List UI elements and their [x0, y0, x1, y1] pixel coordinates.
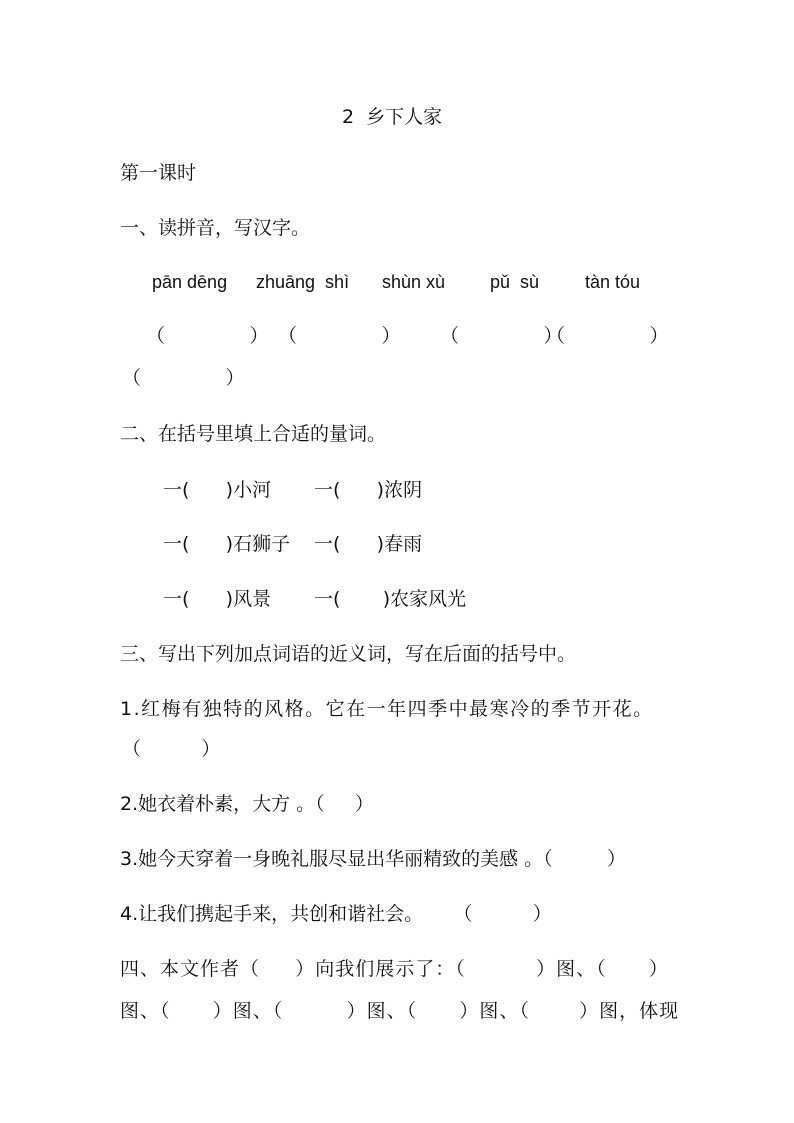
section-2-heading: 二、在括号里填上合适的量词。	[120, 423, 387, 445]
answer-blank[interactable]: （ ）	[546, 325, 669, 347]
measure-word-item: 一( )小河	[163, 479, 272, 501]
measure-word-item: 一( )春雨	[314, 533, 423, 555]
question-4: 4.让我们携起手来，共创和谐社会。 （ ）	[120, 903, 552, 925]
answer-blank[interactable]: （ ）	[122, 367, 245, 389]
pinyin-item: tàn tóu	[585, 272, 641, 292]
section-3-heading: 三、写出下列加点词语的近义词，写在后面的括号中。	[120, 643, 577, 665]
page-title: 2 乡下人家	[342, 106, 443, 128]
measure-word-item: 一( )石狮子	[163, 533, 291, 555]
pinyin-item: pǔ sù	[490, 272, 540, 292]
pinyin-item: zhuāng shì	[256, 272, 350, 292]
question-2: 2.她衣着朴素，大方 。（ ）	[120, 793, 374, 815]
answer-blank[interactable]: （ ）	[122, 738, 221, 760]
section-1-heading: 一、读拼音，写汉字。	[120, 217, 311, 239]
measure-word-item: 一( )风景	[163, 588, 272, 610]
measure-word-item: 一( )浓阴	[314, 479, 423, 501]
answer-blank[interactable]: （ ）	[440, 325, 563, 347]
section-4-line-1: 四、本文作者（ ）向我们展示了：（ ）图、（ ）	[120, 958, 669, 980]
answer-blank[interactable]: （ ）	[278, 325, 401, 347]
measure-word-item: 一( )农家风光	[314, 588, 467, 610]
answer-blank[interactable]: （ ）	[146, 325, 269, 347]
section-4-line-2: 图、（ ）图、（ ）图、（ ）图、（ ）图，体现	[120, 1000, 680, 1022]
question-3: 3.她今天穿着一身晚礼服尽显出华丽精致的美感 。（ ）	[120, 848, 627, 870]
pinyin-item: pān dēng	[152, 272, 228, 292]
pinyin-item: shùn xù	[382, 272, 446, 292]
question-1: 1.红梅有独特的风格。它在一年四季中最寒冷的季节开花。	[120, 698, 654, 720]
lesson-label: 第一课时	[120, 162, 197, 184]
